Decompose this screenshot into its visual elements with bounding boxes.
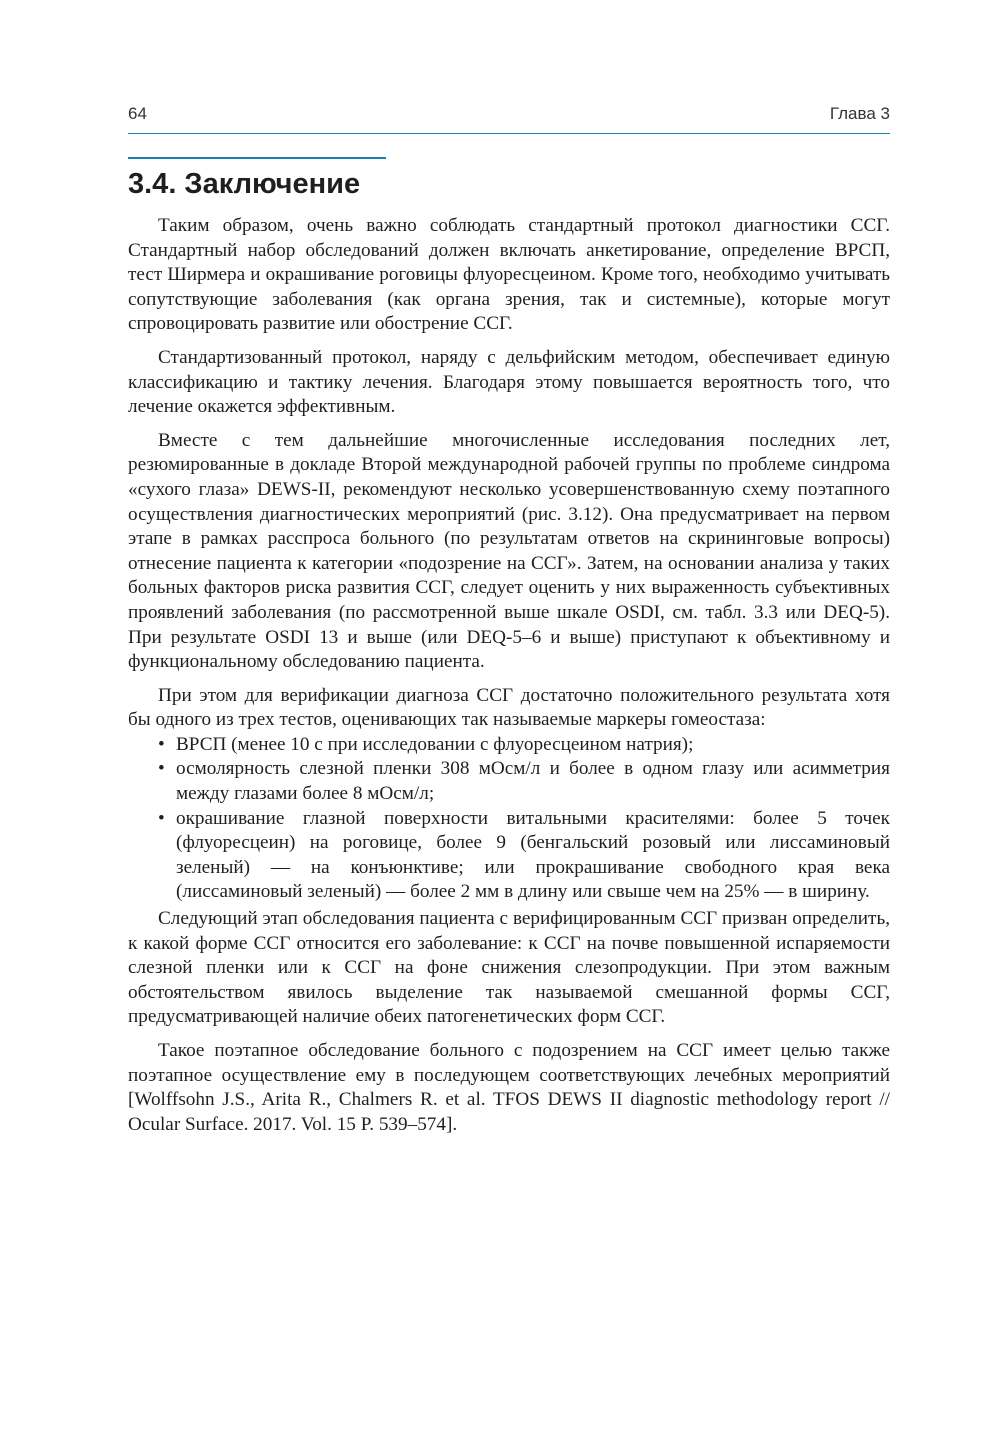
list-item-text: окрашивание глазной поверхности витальными красителями: более 5 точек (флуоресцеин) на роговице, более 9 (бенгальский розовый или лиссаминовый зеленый) — на конъюнктиве; или прокрашивание свободного края века (лиссаминовый зеленый) — более 2 мм в длину или свыше чем на 25% — в ширину. — [176, 807, 890, 903]
running-head — [128, 104, 890, 130]
header-rule — [128, 133, 890, 134]
document-page — [128, 0, 890, 1455]
paragraph-dews-ii: Вместе с тем дальнейшие многочисленные исследования последних лет, резюмированные в докладе Второй международной рабочей группы по проблеме синдрома «сухого глаза» DEWS-II, рекомендуют несколько усовершенствованную схему поэтапного осуществления диагностических мероприятий (рис. 3.12). Она предусматривает на первом этапе в рамках расспроса больного (по результатам ответов на скрининговые вопросы) отнесение пациента к категории «подозрение на ССГ». Затем, на основании анализа у таких больных факторов риска развития ССГ, следует оценить у них выраженность субъективных проявлений заболевания (по рассмотренной выше шкале OSDI, см. табл. 3.3 или DEQ-5). При результате OSDI 13 и выше (или DEQ-5–6 и выше) приступают к объективному и функциональному обследованию пациента. — [128, 429, 890, 673]
list-item — [128, 807, 890, 905]
page-number: 64 — [128, 104, 147, 123]
paragraph-verification: При этом для верификации диагноза ССГ достаточно положительного результата хотя бы одного из трех тестов, оценивающих так называемые маркеры гомеостаза: — [128, 684, 890, 731]
chapter-label: Глава 3 — [829, 104, 890, 123]
bullet-icon: • — [158, 733, 165, 755]
bullet-icon: • — [158, 807, 165, 829]
paragraph-next-stage: Следующий этап обследования пациента с верифицированным ССГ призван определить, к какой форме ССГ относится его заболевание: к ССГ на почве повышенной испаряемости слезной пленки или к ССГ на фоне снижения слезопродукции. При этом важным обстоятельством явилось выделение так называемой смешанной формы ССГ, предусматривающей наличие обеих патогенетических форм ССГ. — [128, 908, 890, 1028]
section-title: 3.4. Заключение — [128, 168, 361, 200]
list-item-text: осмолярность слезной пленки 308 мОсм/л и более в одном глазу или асимметрия между глазами более 8 мОсм/л; — [176, 758, 890, 805]
list-item — [128, 757, 890, 806]
body-text — [128, 214, 890, 1146]
section-title-rule — [128, 157, 386, 159]
list-item — [128, 733, 890, 758]
bullet-icon: • — [158, 758, 165, 780]
paragraph-protocol: Стандартизованный протокол, наряду с дельфийским методом, обеспечивает единую классификацию и тактику лечения. Благодаря этому повышается вероятность того, что лечение окажется эффективным. — [128, 346, 890, 418]
list-item-text: ВРСП (менее 10 с при исследовании с флуоресцеином натрия); — [176, 733, 694, 755]
paragraph-reference: Такое поэтапное обследование больного с подозрением на ССГ имеет целью также поэтапное осуществление ему в последующем соответствующих лечебных мероприятий [Wolffsohn J.S., Arita R., Chalmers R. et al. TFOS DEWS II diagnostic methodology report // Ocular Surface. 2017. Vol. 15 P. 539–574]. — [128, 1040, 890, 1135]
homeostasis-markers-list — [128, 733, 890, 905]
paragraph-intro: Таким образом, очень важно соблюдать стандартный протокол диагностики ССГ. Стандартный набор обследований должен включать анкетирование, определение ВРСП, тест Ширмера и окрашивание роговицы флуоресцеином. Кроме того, необходимо учитывать сопутствующие заболевания (как органа зрения, так и системные), которые могут спровоцировать развитие или обострение ССГ. — [128, 215, 890, 335]
